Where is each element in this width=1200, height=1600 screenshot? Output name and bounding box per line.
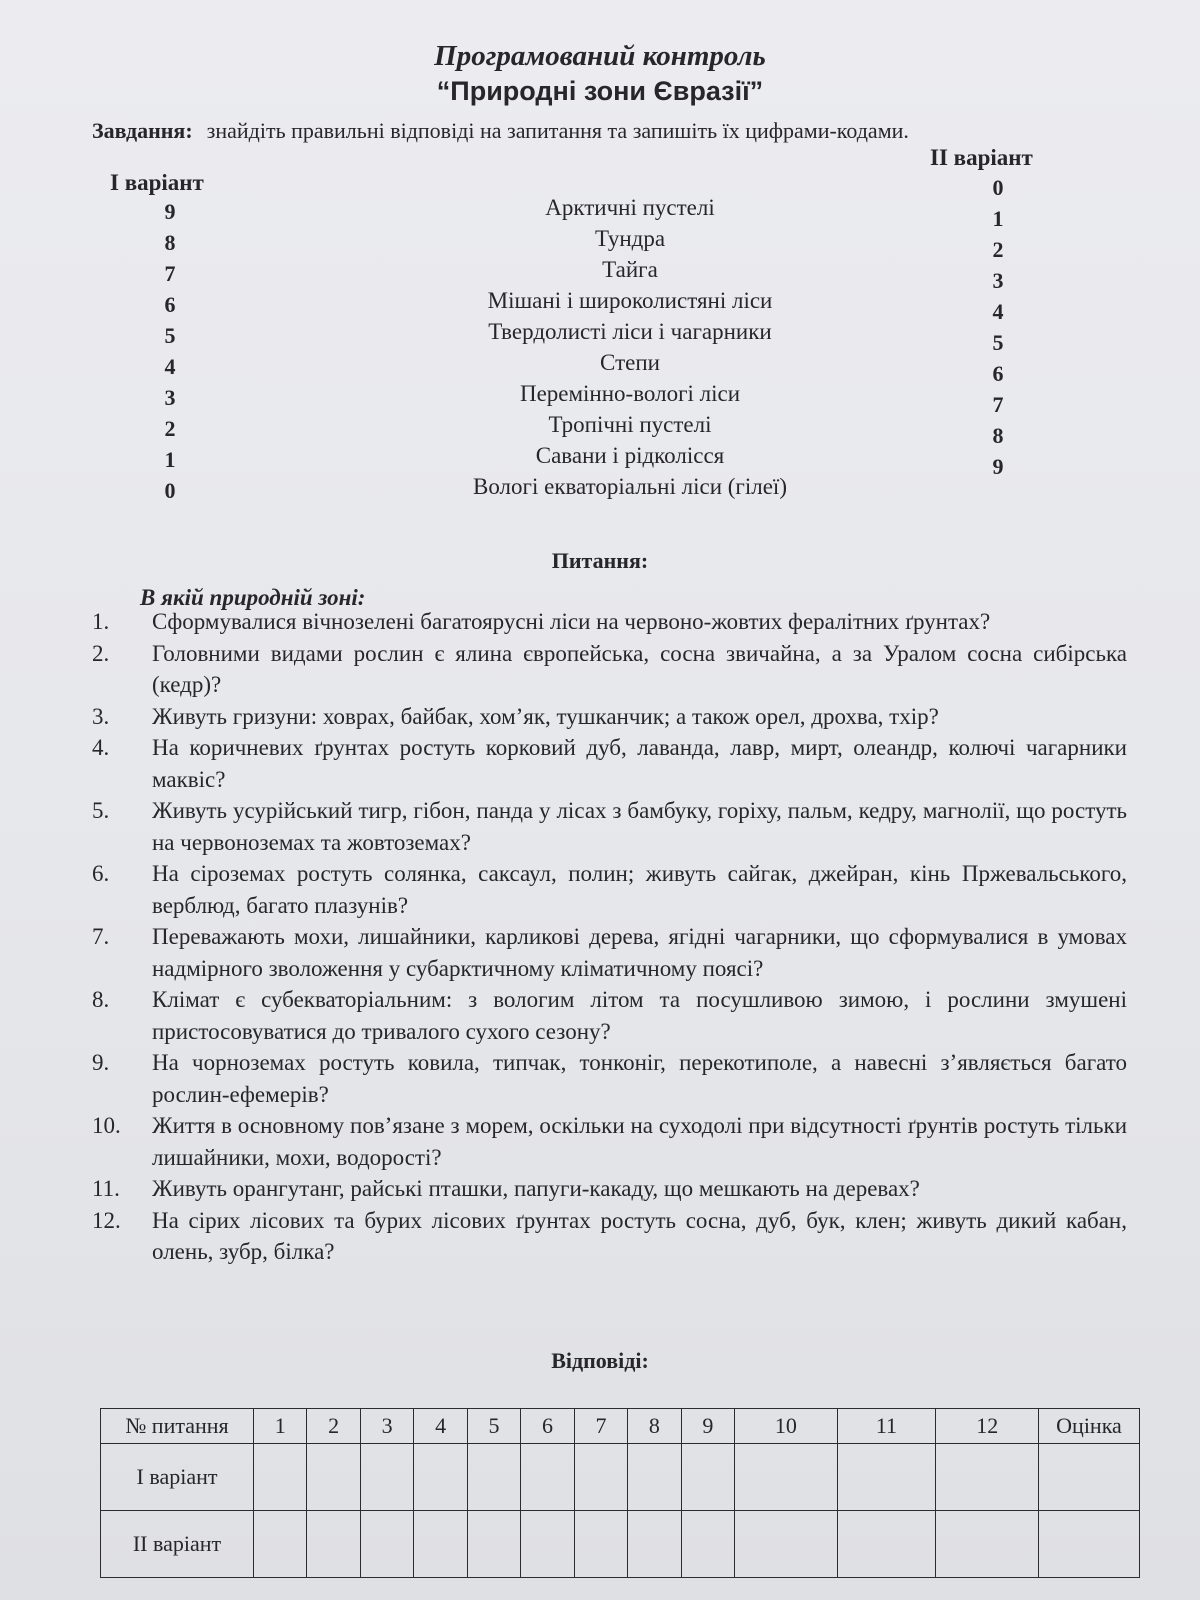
question-number: 9. xyxy=(92,1050,110,1075)
answer-column-header: 5 xyxy=(467,1409,520,1444)
answer-cell xyxy=(628,1444,681,1511)
answer-column-header: 3 xyxy=(360,1409,413,1444)
zone-item: Вологі екваторіальні ліси (гілеї) xyxy=(473,474,787,499)
answer-cell xyxy=(307,1444,360,1511)
variant1-answer-row xyxy=(101,1444,1140,1511)
answer-cell xyxy=(735,1444,837,1511)
question-number: 3. xyxy=(92,703,110,729)
variant2-code: 6 xyxy=(992,361,1004,386)
question-item xyxy=(92,1205,1127,1268)
variant1-code: 8 xyxy=(164,230,176,255)
question-number: 5. xyxy=(92,798,110,823)
variant2-code: 9 xyxy=(992,454,1004,479)
question-text: На коричневих ґрунтах ростуть корковий дуб, лаванда, лавр, мирт, олеандр, колючі чагарники маквіс? xyxy=(152,735,1127,792)
variant1-code: 3 xyxy=(164,385,176,410)
question-item xyxy=(92,701,1127,733)
grade-header: Оцінка xyxy=(1039,1409,1140,1444)
question-text: Переважають мохи, лишайники, карликові дерева, ягідні чагарники, що сформувалися в умовах надмірного зволоження у субарктичному кліматичному поясі? xyxy=(152,924,1127,981)
answer-column-header: 6 xyxy=(521,1409,574,1444)
answer-cell xyxy=(628,1511,681,1578)
answer-column-header: 8 xyxy=(628,1409,681,1444)
answer-cell xyxy=(574,1444,627,1511)
worksheet-title: Програмований контроль xyxy=(434,40,766,72)
zone-item: Мішані і широколистяні ліси xyxy=(487,288,773,313)
question-number: 1. xyxy=(92,609,110,634)
question-number: 10. xyxy=(92,1113,121,1138)
answer-cell xyxy=(467,1444,520,1511)
variant2-code-list xyxy=(980,172,1016,482)
question-number: 8. xyxy=(92,987,110,1012)
question-number: 12. xyxy=(92,1207,121,1233)
answer-cell xyxy=(681,1444,734,1511)
questions-heading: Питання: xyxy=(551,548,649,573)
task-label: Завдання: xyxy=(92,118,193,143)
worksheet-subtitle: “Природні зони Євразії” xyxy=(436,76,764,106)
question-text: На чорноземах ростуть ковила, типчак, тонконіг, перекотиполе, а навесні з’являється багато рослин-ефемерів? xyxy=(152,1050,1127,1107)
question-number: 2. xyxy=(92,640,110,666)
variant2-code: 3 xyxy=(992,268,1004,293)
variant2-code: 7 xyxy=(992,392,1004,417)
answer-column-header: 4 xyxy=(414,1409,467,1444)
zone-item: Тундра xyxy=(594,226,666,251)
variant2-code: 0 xyxy=(992,175,1004,200)
variant1-code: 5 xyxy=(164,323,176,348)
variant2-code: 5 xyxy=(992,330,1004,355)
answer-cell xyxy=(574,1511,627,1578)
answer-cell xyxy=(307,1511,360,1578)
question-item xyxy=(92,1173,1127,1205)
question-text: Головними видами рослин є ялина європейська, сосна звичайна, а за Уралом сосна сибірська (кедр)? xyxy=(152,640,1127,697)
answer-cell xyxy=(521,1511,574,1578)
question-text: На сірих лісових та бурих лісових ґрунтах ростуть сосна, дуб, бук, клен; живуть дикий кабан, олень, зубр, білка? xyxy=(152,1207,1127,1264)
variant1-code: 2 xyxy=(164,416,176,441)
variant2-heading: ІІ варіант xyxy=(930,145,1033,170)
variant1-code-list xyxy=(150,196,190,506)
zone-item: Тропічні пустелі xyxy=(548,412,712,437)
answer-cell xyxy=(936,1444,1039,1511)
answers-header-row xyxy=(101,1409,1140,1444)
question-item xyxy=(92,921,1127,984)
answer-column-header: 2 xyxy=(307,1409,360,1444)
question-number: 11. xyxy=(92,1176,120,1201)
zone-item: Арктичні пустелі xyxy=(545,195,715,220)
question-text: Сформувалися вічнозелені багатоярусні ліси на червоно-жовтих фералітних ґрунтах? xyxy=(152,609,991,634)
question-text: На сіроземах ростуть солянка, саксаул, полин; живуть сайгак, джейран, кінь Пржевальського, верблюд, багато плазунів? xyxy=(152,861,1127,918)
answer-column-header: 11 xyxy=(837,1409,936,1444)
variant2-code: 2 xyxy=(992,237,1004,262)
question-list xyxy=(92,606,1127,1268)
questions-lead: В якій природній зоні: xyxy=(140,585,366,610)
question-item xyxy=(92,638,1127,701)
question-text: Живуть усурійський тигр, гібон, панда у лісах з бамбуку, горіху, пальм, кедру, магнолії, що ростуть на червоноземах та жовтоземах? xyxy=(152,798,1127,855)
question-number: 7. xyxy=(92,924,110,949)
answer-cell xyxy=(414,1511,467,1578)
variant2-answer-row xyxy=(101,1511,1140,1578)
question-number: 6. xyxy=(92,861,110,886)
answer-cell xyxy=(735,1511,837,1578)
answer-cell xyxy=(681,1511,734,1578)
zone-item: Перемінно-вологі ліси xyxy=(519,381,741,406)
question-item xyxy=(92,795,1127,858)
question-item xyxy=(92,984,1127,1047)
answer-cell xyxy=(360,1444,413,1511)
grade-cell xyxy=(1039,1444,1140,1511)
variant2-code: 1 xyxy=(992,206,1004,231)
answer-column-header: 9 xyxy=(681,1409,734,1444)
variant2-code: 4 xyxy=(992,299,1004,324)
answer-cell xyxy=(521,1444,574,1511)
variant1-code: 1 xyxy=(164,447,176,472)
answer-cell xyxy=(254,1511,307,1578)
task-instruction xyxy=(92,118,909,144)
question-item xyxy=(92,858,1127,921)
variant1-code: 7 xyxy=(164,261,176,286)
variant1-code: 0 xyxy=(164,478,176,503)
zone-item: Савани і рідколісся xyxy=(535,443,725,468)
variant1-row-label: І варіант xyxy=(101,1444,254,1511)
variant1-code: 6 xyxy=(164,292,176,317)
answer-cell xyxy=(254,1444,307,1511)
natural-zone-list xyxy=(330,192,930,502)
answer-column-header: 12 xyxy=(936,1409,1039,1444)
question-item xyxy=(92,732,1127,795)
answer-cell xyxy=(414,1444,467,1511)
variant2-code: 8 xyxy=(992,423,1004,448)
zone-item: Степи xyxy=(600,350,660,375)
question-item xyxy=(92,1047,1127,1110)
answer-cell xyxy=(837,1511,936,1578)
variant2-row-label: ІІ варіант xyxy=(101,1511,254,1578)
variant1-heading: І варіант xyxy=(110,170,204,195)
variant1-code: 4 xyxy=(164,354,176,379)
question-number: 4. xyxy=(92,735,110,760)
question-item xyxy=(92,606,1127,638)
answer-cell xyxy=(360,1511,413,1578)
question-text: Живуть гризуни: ховрах, байбак, хом’як, тушканчик; а також орел, дрохва, тхір? xyxy=(152,703,939,729)
answer-cell xyxy=(467,1511,520,1578)
question-text: Клімат є субекваторіальним: з вологим літом та посушливою зимою, і рослини змушені пристосовуватися до тривалого сухого сезону? xyxy=(152,987,1127,1044)
answer-cell xyxy=(936,1511,1039,1578)
answer-column-header: 1 xyxy=(254,1409,307,1444)
answers-table xyxy=(100,1408,1140,1578)
variant1-code: 9 xyxy=(164,199,176,224)
task-text: знайдіть правильні відповіді на запитання та запишіть їх цифрами-кодами. xyxy=(206,118,909,143)
answers-heading: Відповіді: xyxy=(551,1348,649,1373)
answer-cell xyxy=(837,1444,936,1511)
question-number-header: № питання xyxy=(101,1409,254,1444)
zone-item: Тайга xyxy=(602,257,658,282)
answer-column-header: 7 xyxy=(574,1409,627,1444)
question-text: Живуть орангутанг, райські пташки, папуги-какаду, що мешкають на деревах? xyxy=(152,1176,920,1201)
question-text: Життя в основному пов’язане з морем, оскільки на суходолі при відсутності ґрунтів ростуть тільки лишайники, мохи, водорості? xyxy=(152,1113,1127,1170)
answer-column-header: 10 xyxy=(735,1409,837,1444)
question-item xyxy=(92,1110,1127,1173)
grade-cell xyxy=(1039,1511,1140,1578)
zone-item: Твердолисті ліси і чагарники xyxy=(488,319,772,344)
